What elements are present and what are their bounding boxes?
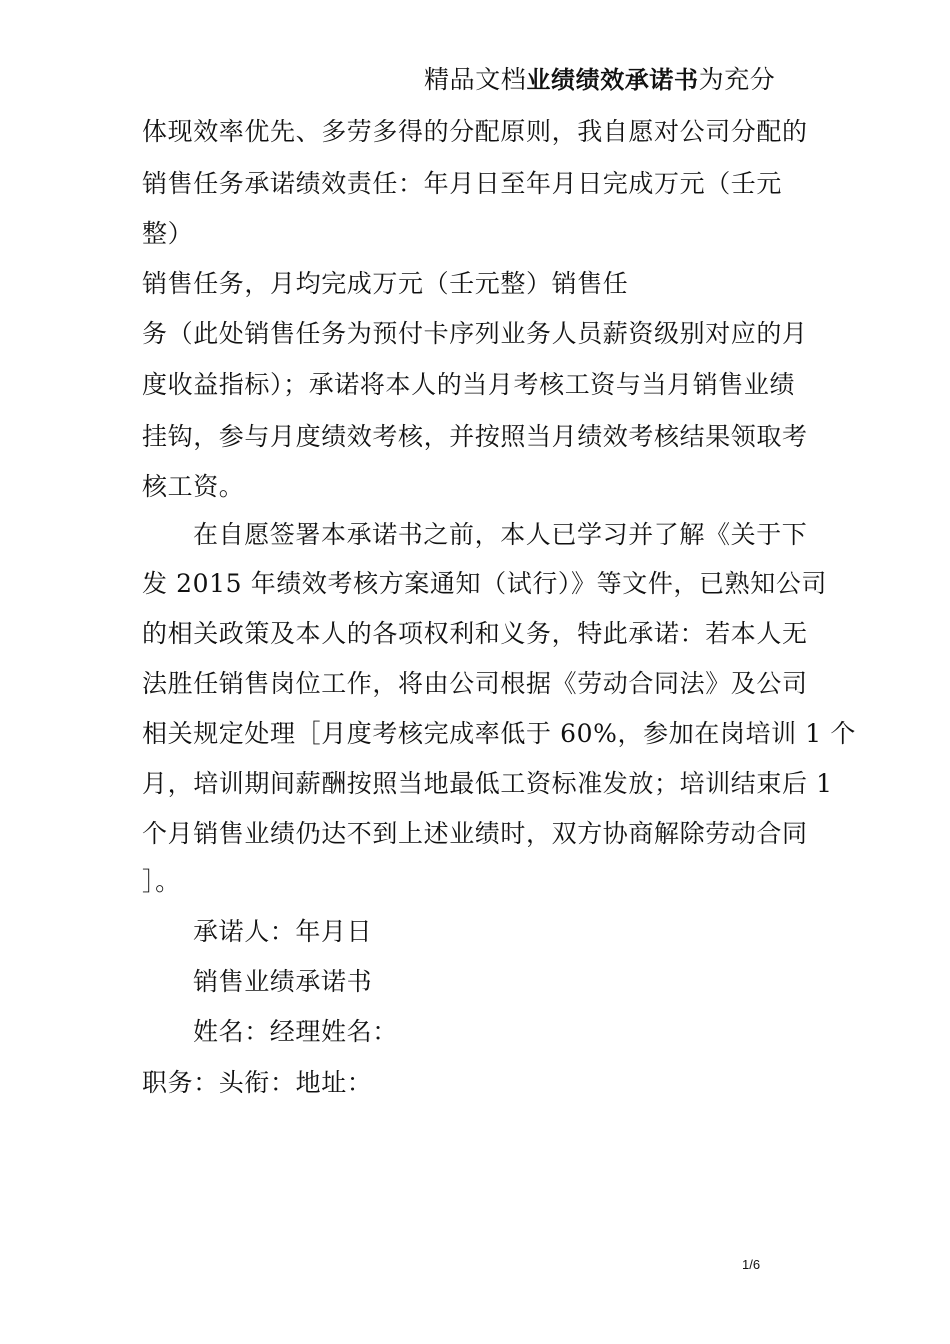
header-line	[424, 64, 775, 96]
body-line: 月，培训期间薪酬按照当地最低工资标准发放；培训结束后 1	[142, 769, 833, 798]
header-prefix: 精品文档	[424, 65, 527, 94]
body-line: 的相关政策及本人的各项权利和义务，特此承诺：若本人无	[142, 619, 808, 648]
body-line: 销售任务，月均完成万元（壬元整）销售任	[142, 269, 629, 298]
form-field-line: 姓名：经理姓名：	[193, 1017, 398, 1046]
signature-line: 承诺人：年月日	[193, 917, 373, 946]
body-line: 体现效率优先、多劳多得的分配原则，我自愿对公司分配的	[142, 117, 808, 146]
body-line: 个月销售业绩仍达不到上述业绩时，双方协商解除劳动合同	[142, 819, 808, 848]
body-line: 整）	[142, 219, 194, 248]
body-line: 挂钩，参与月度绩效考核，并按照当月绩效考核结果领取考	[142, 422, 808, 451]
body-line: 核工资。	[142, 472, 245, 501]
page-number: 1/6	[742, 1257, 761, 1272]
header-suffix: 为充分	[698, 65, 776, 94]
body-line: 相关规定处理［月度考核完成率低于 60%，参加在岗培训 1 个	[142, 719, 856, 748]
body-line: 在自愿签署本承诺书之前，本人已学习并了解《关于下	[193, 520, 808, 549]
body-line: ］。	[142, 867, 181, 896]
body-line: 销售任务承诺绩效责任：年月日至年月日完成万元（壬元	[142, 169, 783, 198]
form-field-line: 职务：头衔：地址：	[142, 1068, 373, 1097]
document-title: 业绩绩效承诺书	[526, 66, 699, 94]
section-heading: 销售业绩承诺书	[193, 967, 373, 996]
body-line: 发 2015 年绩效考核方案通知（试行）》等文件，已熟知公司	[142, 569, 828, 598]
body-line: 法胜任销售岗位工作，将由公司根据《劳动合同法》及公司	[142, 669, 808, 698]
body-line: 度收益指标）；承诺将本人的当月考核工资与当月销售业绩	[142, 370, 796, 399]
body-line: 务（此处销售任务为预付卡序列业务人员薪资级别对应的月	[142, 319, 808, 348]
